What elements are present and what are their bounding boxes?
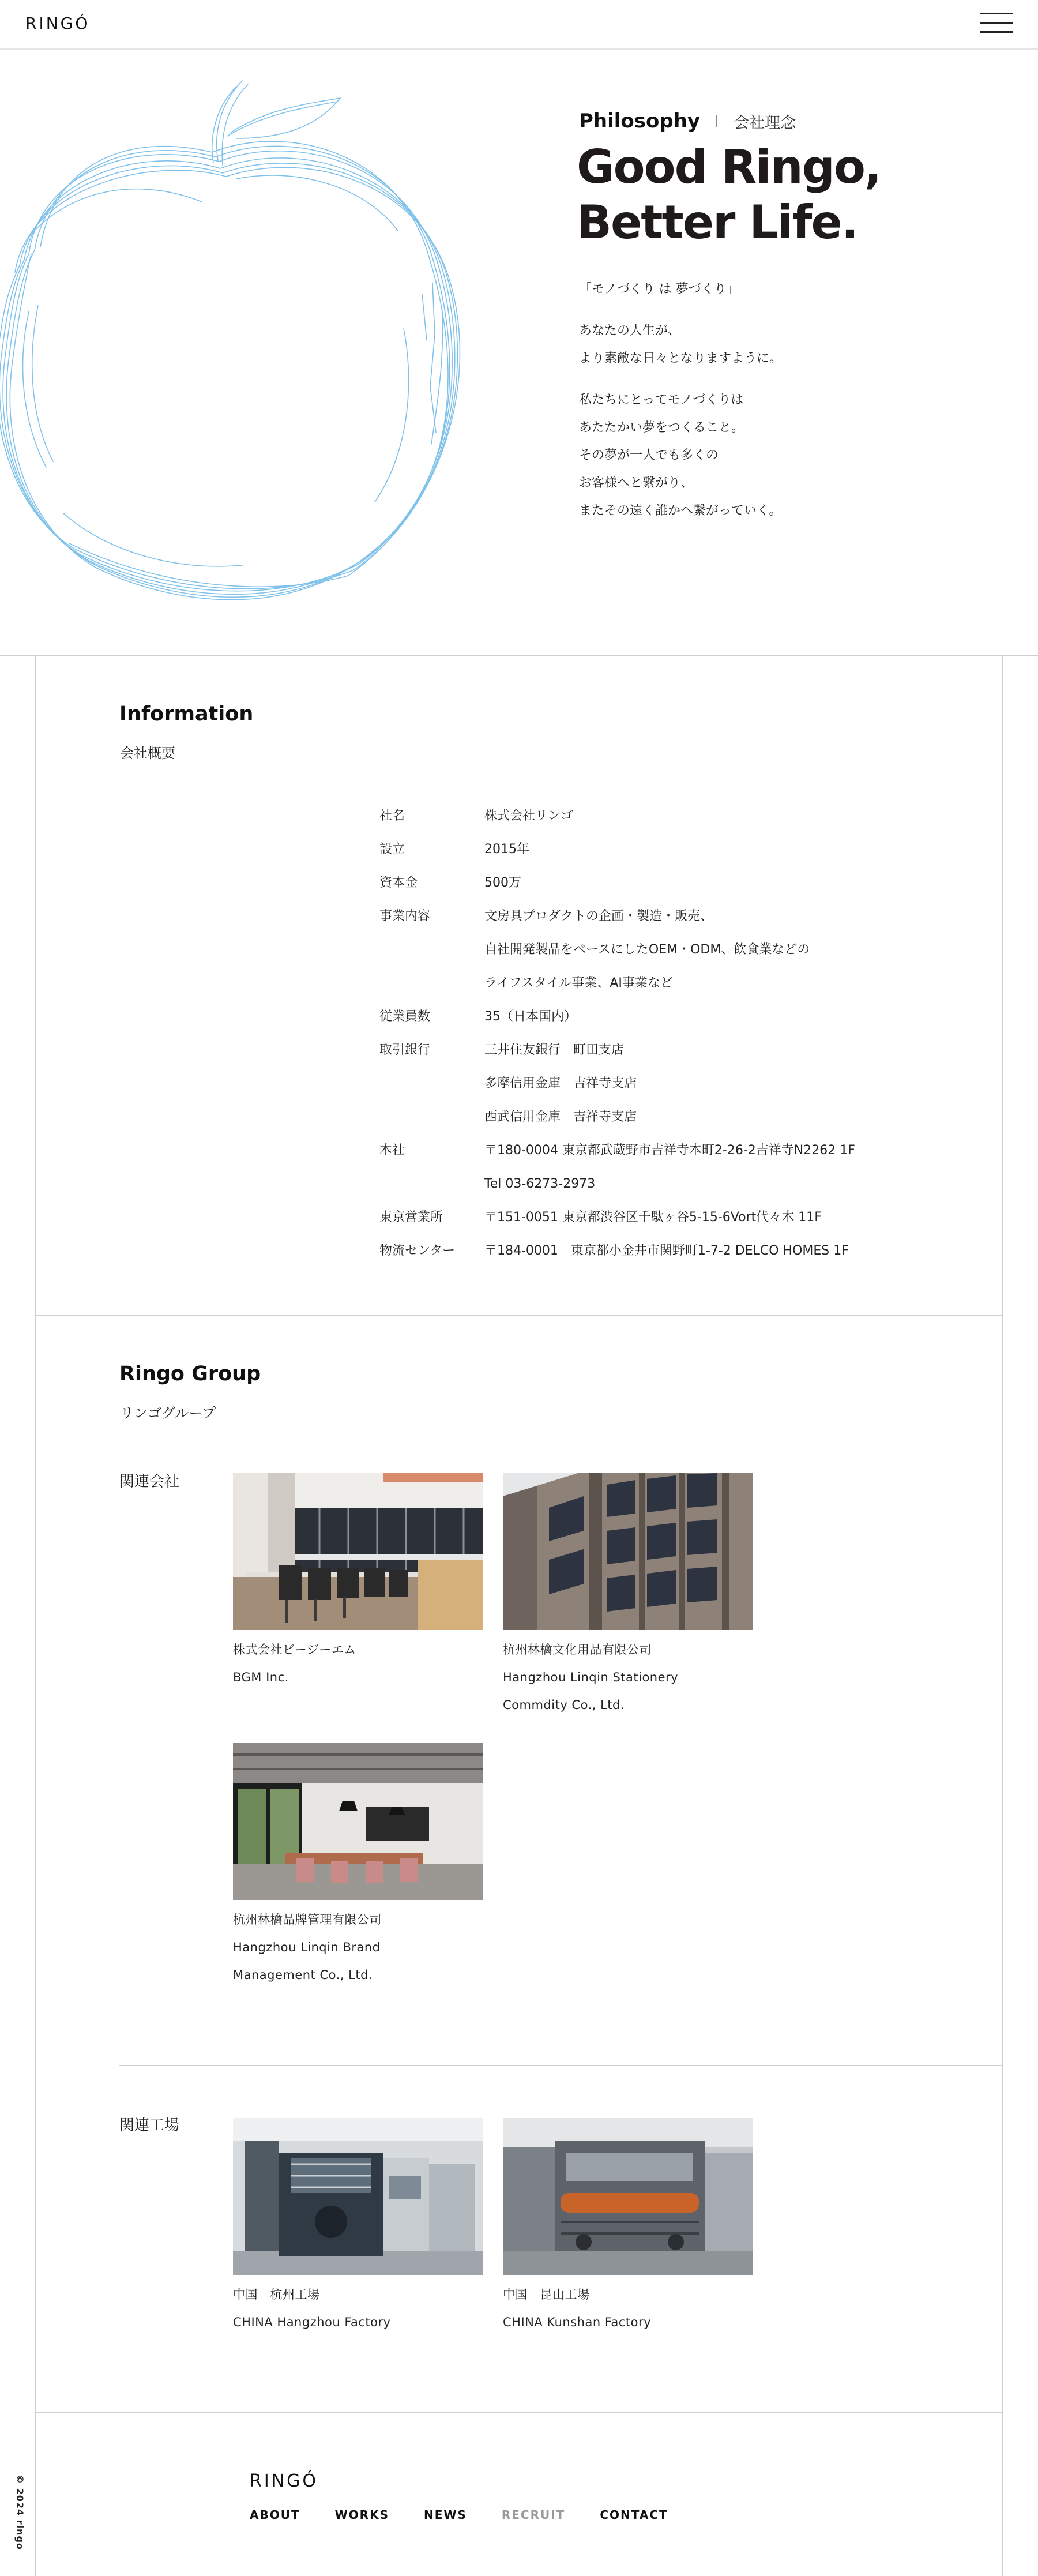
info-label: 従業員数 <box>379 1009 431 1024</box>
philosophy-paragraph-2 <box>579 386 1017 525</box>
info-row <box>379 1034 1002 1134</box>
info-label: 設立 <box>379 842 405 857</box>
affiliate-name: BGM Inc. <box>233 1670 289 1684</box>
info-label: 資本金 <box>379 876 418 890</box>
paragraph-line: 私たちにとってモノづくりは <box>579 393 744 407</box>
printing-machine-photo <box>233 2118 483 2275</box>
affiliate-card[interactable] <box>233 1743 483 1989</box>
company-info-table <box>379 799 1002 1268</box>
factory-name: CHINA Hangzhou Factory <box>233 2315 391 2329</box>
headline-line: Better Life. <box>577 196 858 249</box>
factory-name: 中国 昆山工場 <box>503 2288 590 2301</box>
meeting-room-photo <box>233 1743 483 1900</box>
info-row <box>379 833 1002 866</box>
info-row <box>379 1134 1002 1201</box>
footer-nav <box>250 2508 703 2522</box>
factory-name: CHINA Kunshan Factory <box>503 2315 652 2329</box>
copyright-text: © 2024 ringo <box>14 2474 25 2550</box>
paragraph-line: より素敵な日々となりますように。 <box>579 351 783 366</box>
office-photo <box>233 1473 483 1630</box>
frame-right-line <box>1002 655 1003 2576</box>
section-divider <box>35 1315 1003 1316</box>
affiliate-name: Management Co., Ltd. <box>233 1968 373 1982</box>
info-row <box>379 866 1002 900</box>
factory-card[interactable] <box>233 2118 483 2336</box>
group-title-en: Ringo Group <box>119 1362 261 1385</box>
info-value: 35（日本国内） <box>484 1009 577 1024</box>
info-row <box>379 799 1002 833</box>
affiliate-name: Commdity Co., Ltd. <box>503 1698 625 1712</box>
affiliate-name: Hangzhou Linqin Stationery <box>503 1670 679 1684</box>
footer-nav-recruit[interactable]: RECRUIT <box>501 2508 566 2522</box>
footer-nav-contact[interactable]: CONTACT <box>600 2508 668 2522</box>
motto-text: 「モノづくり は 夢づくり」 <box>579 282 739 296</box>
affiliate-name: 杭州林檎文化用品有限公司 <box>503 1643 652 1657</box>
building-photo <box>503 1473 753 1630</box>
affiliate-name: 杭州林檎品牌管理有限公司 <box>233 1913 382 1927</box>
info-label: 物流センター <box>379 1244 456 1258</box>
info-value: 西武信用金庫 吉祥寺支店 <box>484 1110 637 1124</box>
info-value: 〒151-0051 東京都渋谷区千駄ヶ谷5-15-6Vort代々木 11F <box>484 1210 822 1225</box>
footer-nav-news[interactable]: NEWS <box>423 2508 467 2522</box>
affiliate-card[interactable] <box>503 1473 753 1719</box>
info-value: Tel 03-6273-2973 <box>484 1177 596 1191</box>
site-logo[interactable]: RINGÓ <box>25 14 91 33</box>
philosophy-headline <box>577 140 1015 250</box>
apple-line-illustration <box>0 63 473 600</box>
info-label: 社名 <box>379 809 405 823</box>
info-value: 株式会社リンゴ <box>484 809 574 823</box>
footer-divider <box>35 2412 1003 2413</box>
info-row <box>379 1201 1002 1234</box>
info-value: 多摩信用金庫 吉祥寺支店 <box>484 1076 637 1091</box>
factory-machine-photo <box>503 2118 753 2275</box>
philosophy-heading <box>579 110 796 133</box>
paragraph-line: お客様へと繋がり、 <box>579 476 694 490</box>
info-row <box>379 1234 1002 1268</box>
info-value: ライフスタイル事業、AI事業など <box>484 976 673 990</box>
info-value: 三井住友銀行 町田支店 <box>484 1043 625 1057</box>
philosophy-motto <box>579 276 1017 303</box>
info-label: 東京営業所 <box>379 1210 443 1225</box>
info-row <box>379 900 1002 1000</box>
info-label: 本社 <box>379 1143 405 1158</box>
factories-label: 関連工場 <box>119 2117 180 2134</box>
footer-logo[interactable]: RINGÓ <box>250 2471 318 2491</box>
info-row <box>379 1000 1002 1034</box>
title-divider <box>716 115 717 127</box>
info-label: 事業内容 <box>379 909 431 923</box>
affiliate-name: 株式会社ビージーエム <box>233 1643 356 1657</box>
paragraph-line: その夢が一人でも多くの <box>579 448 719 463</box>
section-divider <box>0 655 1038 656</box>
footer-nav-works[interactable]: WORKS <box>334 2508 389 2522</box>
factory-name: 中国 杭州工場 <box>233 2288 320 2301</box>
affiliates-label: 関連会社 <box>119 1473 180 1490</box>
group-title-ja: リンゴグループ <box>120 1405 216 1421</box>
factory-card[interactable] <box>503 2118 753 2336</box>
site-header <box>0 0 1038 50</box>
headline-line: Good Ringo, <box>577 140 881 194</box>
footer-nav-about[interactable]: ABOUT <box>250 2508 300 2522</box>
philosophy-title-en: Philosophy <box>579 110 701 133</box>
information-title-en: Information <box>119 703 254 726</box>
affiliate-card[interactable] <box>233 1473 483 1691</box>
information-title-ja: 会社概要 <box>120 745 175 761</box>
info-value: 自社開発製品をベースにしたOEM・ODM、飲食業などの <box>484 942 810 957</box>
info-value: 〒180-0004 東京都武蔵野市吉祥寺本町2-26-2吉祥寺N2262 1F <box>484 1143 855 1158</box>
info-value: 500万 <box>484 876 521 890</box>
affiliate-name: Hangzhou Linqin Brand <box>233 1940 381 1954</box>
paragraph-line: またその遠く誰かへ繋がっていく。 <box>579 504 782 518</box>
paragraph-line: あたたかい夢をつくること。 <box>579 420 744 435</box>
info-value: 2015年 <box>484 842 529 857</box>
philosophy-paragraph-1 <box>579 317 1017 373</box>
info-label: 取引銀行 <box>379 1043 431 1057</box>
info-value: 〒184-0001 東京都小金井市関野町1-7-2 DELCO HOMES 1F <box>484 1244 849 1258</box>
frame-left-line <box>35 655 36 2576</box>
group-divider <box>119 2065 1003 2066</box>
hamburger-menu-icon[interactable] <box>980 12 1013 35</box>
philosophy-title-ja: 会社理念 <box>734 114 796 132</box>
info-value: 文房具プロダクトの企画・製造・販売、 <box>484 909 713 923</box>
paragraph-line: あなたの人生が、 <box>579 324 681 338</box>
